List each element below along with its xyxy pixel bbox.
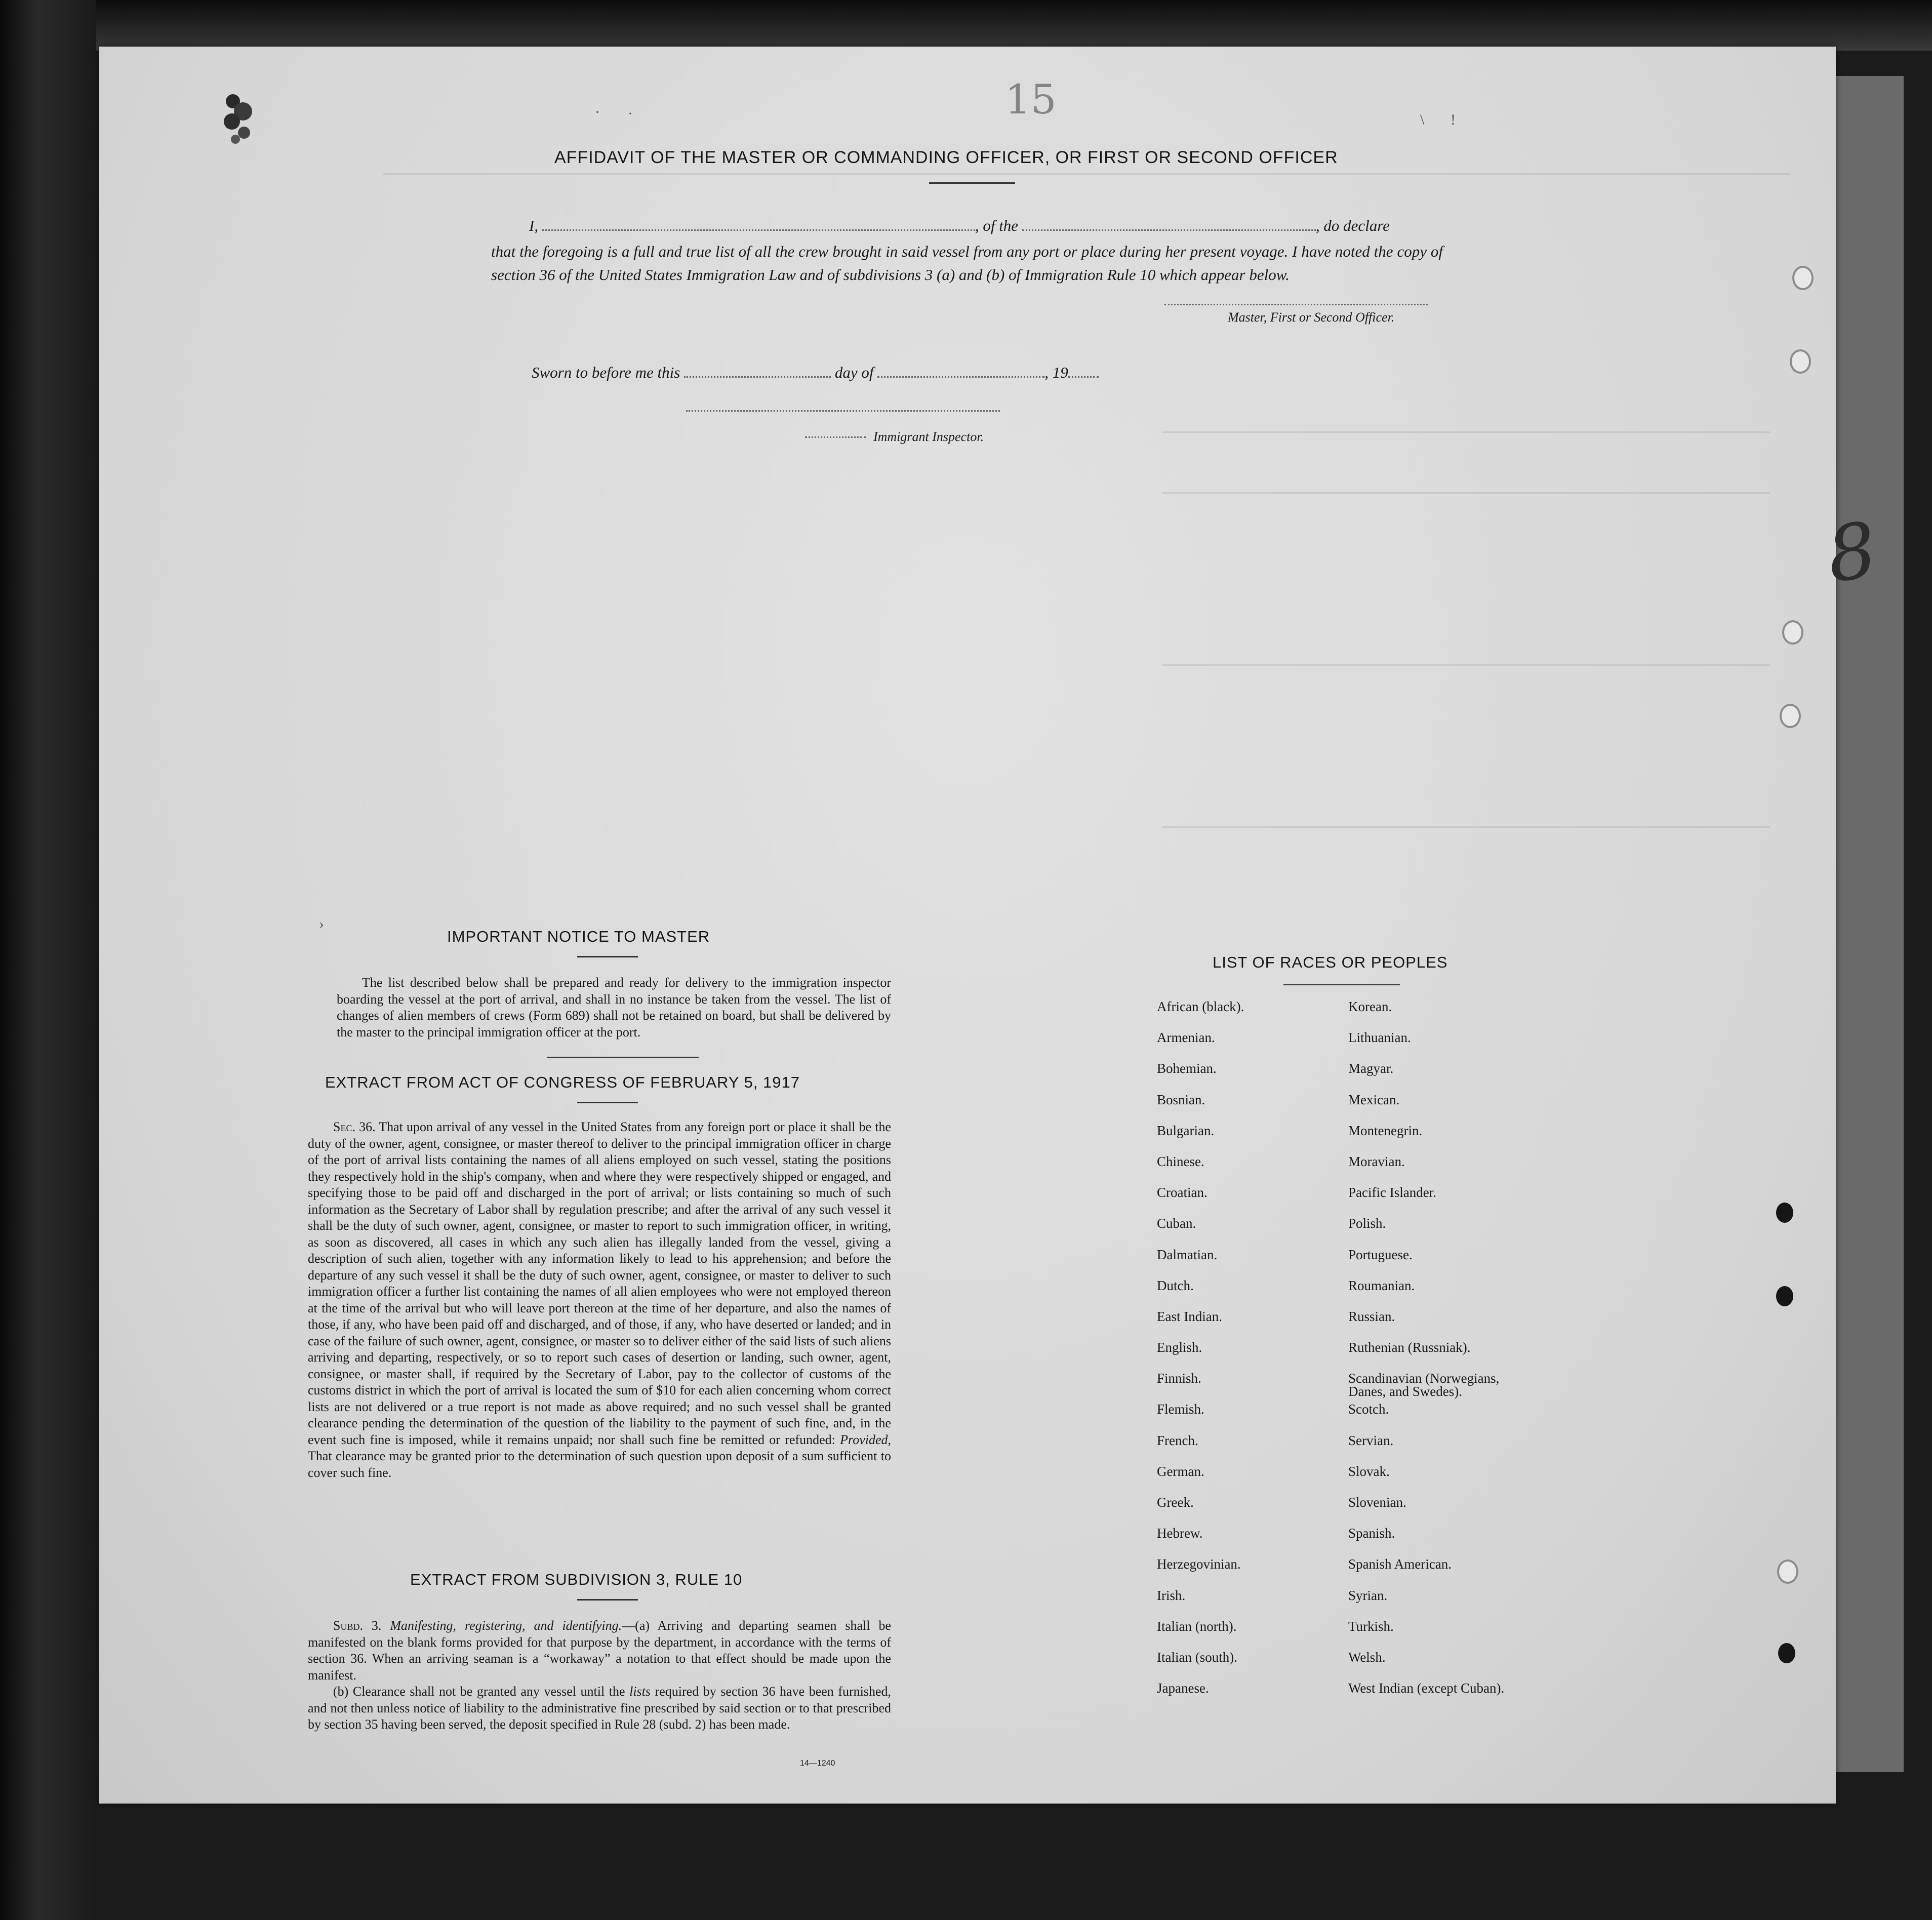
race-row	[1157, 1341, 1562, 1372]
race-row	[1157, 1465, 1562, 1496]
race-row	[1157, 1310, 1562, 1341]
race-name: West Indian (except Cuban).	[1348, 1681, 1505, 1696]
race-name: English.	[1157, 1340, 1202, 1355]
inspector-signature-field-lead[interactable]	[805, 436, 866, 438]
bleed-through-line	[1162, 492, 1770, 494]
ink-stamp-mark	[213, 86, 263, 152]
subd-para-b-start: (b) Clearance shall not be granted any vessel until the	[333, 1684, 625, 1699]
race-row	[1157, 1031, 1562, 1062]
race-row	[1157, 1279, 1562, 1310]
stray-mark: ·	[628, 105, 633, 122]
race-name: Flemish.	[1157, 1402, 1204, 1417]
race-name: Spanish.	[1348, 1526, 1395, 1541]
race-row	[1157, 1620, 1562, 1651]
race-name: Ruthenian (Russniak).	[1348, 1340, 1471, 1355]
race-row	[1157, 1155, 1562, 1186]
bleed-through-line	[383, 173, 1790, 175]
pencil-number: 15	[1005, 76, 1057, 123]
declarant-line	[529, 217, 1390, 235]
race-row	[1157, 1403, 1562, 1433]
race-name: Slovak.	[1348, 1463, 1390, 1479]
rule-extract-title: EXTRACT FROM SUBDIVISION 3, RULE 10	[410, 1571, 743, 1588]
race-name: Lithuanian.	[1348, 1030, 1411, 1046]
race-name: Armenian.	[1157, 1030, 1215, 1046]
race-row	[1157, 1434, 1562, 1465]
rule-extract-text	[308, 1618, 891, 1733]
race-row	[1157, 1589, 1562, 1620]
race-row	[1157, 1000, 1562, 1031]
stray-mark: \	[1420, 111, 1425, 128]
sworn-label: Sworn to before me this	[532, 364, 680, 381]
races-list	[1157, 1000, 1562, 1712]
races-title: LIST OF RACES OR PEOPLES	[1213, 953, 1448, 971]
race-name: Portuguese.	[1348, 1247, 1413, 1262]
lists-emphasis: lists	[629, 1684, 651, 1699]
declarant-i-label: I,	[529, 217, 539, 234]
punch-hole	[1777, 1559, 1798, 1584]
race-name: Russian.	[1348, 1308, 1395, 1324]
sec-36-text: That upon arrival of any vessel in the United States from any foreign port or place it shall be the duty of the owner, agent, consignee, or master thereof to deliver to the principal immigration officer in charge of the port of arrival lists containing the names of all aliens employed on such vessel, stating the positions they respectively hold in the ship's company, when and where they were respectively shipped or engaged, and specifying those to be paid off and discharged in the port of arrival; or lists containing so much of such information as the Secretary of Labor shall by regulation prescribe; and after the arrival of any such vessel it shall be the duty of such owner, agent, consignee, or master to report to such immigration officer, in writing, as soon as discovered, all cases in which any such alien has illegally landed from the vessel, giving a description of such alien, together with any information likely to lead to his apprehension; and before the departure of any such vessel it shall be the duty of such owner, agent, consignee, or master to deliver to such immigration officer a further list containing the names of all alien employees who were not employed thereon at the time of the arrival but who will leave port thereon at the time of her departure, and also the names of those, if any, who have been paid off and discharged, and of those, if any, who have deserted or landed; and in case of the failure of such owner, agent, consignee, or master so to deliver either of the said lists of such aliens arriving and departing, respectively, or so to report such cases of desertion or landing, such owner, agent, consignee, or master shall, if required by the Secretary of Labor, pay to the collector of customs of the customs district in which the port of arrival is located the sum of $10 for each alien concerning whom correct lists are not delivered or a true report is not made as above required; and no such vessel shall be granted clearance pending the determination of the question of the liability to the payment of such fine, and, in the event such fine is imposed, while it remains unpaid; nor shall such fine be remitted or refunded:	[308, 1119, 892, 1447]
race-row	[1157, 1557, 1562, 1588]
handwritten-margin-mark: 8	[1822, 506, 1882, 600]
race-row	[1157, 1682, 1562, 1712]
race-name: Hebrew.	[1157, 1526, 1203, 1541]
race-name: Pacific Islander.	[1348, 1185, 1436, 1201]
race-name: Syrian.	[1348, 1587, 1388, 1603]
punch-hole	[1792, 266, 1814, 290]
inspector-label: Immigrant Inspector.	[873, 429, 984, 444]
race-name: Chinese.	[1157, 1153, 1204, 1169]
punch-hole	[1780, 704, 1801, 728]
race-name: Servian.	[1348, 1432, 1394, 1448]
punch-hole	[1782, 620, 1803, 645]
film-border-left	[0, 0, 96, 1920]
race-row	[1157, 1186, 1562, 1217]
subd-heading: Manifesting, registering, and identifying.	[390, 1618, 622, 1633]
stray-mark: ·	[595, 104, 600, 121]
film-border-top	[0, 0, 1932, 51]
race-name: Japanese.	[1157, 1681, 1209, 1696]
act-extract-title: EXTRACT FROM ACT OF CONGRESS OF FEBRUARY 5, 1917	[325, 1073, 800, 1091]
punch-hole	[1776, 1203, 1793, 1223]
notice-text	[337, 975, 891, 1041]
race-name: Spanish American.	[1348, 1556, 1452, 1572]
sec-36-label: Sec. 36.	[333, 1119, 376, 1134]
affidavit-title: AFFIDAVIT OF THE MASTER OR COMMANDING OFFICER, OR FIRST OR SECOND OFFICER	[554, 148, 1338, 167]
stray-mark: !	[1451, 111, 1456, 128]
race-row	[1157, 1093, 1562, 1124]
race-name: French.	[1157, 1432, 1198, 1448]
year-label: , 19	[1044, 364, 1068, 381]
master-signature-field[interactable]	[1164, 304, 1428, 305]
race-name: Korean.	[1348, 999, 1392, 1014]
race-name: Irish.	[1157, 1587, 1186, 1603]
rule-rule	[577, 1599, 638, 1601]
subd-3-paragraph-a	[308, 1618, 891, 1684]
race-row	[1157, 1372, 1562, 1403]
race-name: Welsh.	[1348, 1649, 1386, 1665]
race-name: East Indian.	[1157, 1308, 1222, 1324]
race-name: German.	[1157, 1463, 1204, 1479]
race-name: Roumanian.	[1348, 1277, 1415, 1293]
sworn-day-field[interactable]	[684, 376, 831, 378]
inspector-signature-field[interactable]	[686, 410, 1000, 412]
section-divider	[547, 1057, 699, 1058]
stray-mark: ›	[319, 915, 324, 932]
race-name: Greek.	[1157, 1495, 1194, 1510]
race-name: Cuban.	[1157, 1216, 1196, 1231]
race-name: Finnish.	[1157, 1371, 1201, 1386]
of-the-label: , of the	[975, 217, 1019, 234]
race-row	[1157, 1527, 1562, 1557]
race-name: Croatian.	[1157, 1185, 1208, 1201]
vessel-name-field[interactable]	[1022, 229, 1316, 231]
race-name: Polish.	[1348, 1216, 1386, 1231]
master-signature-label: Master, First or Second Officer.	[1228, 310, 1395, 325]
bleed-through-line	[1162, 431, 1770, 433]
notice-title: IMPORTANT NOTICE TO MASTER	[447, 928, 710, 945]
act-extract-text	[308, 1119, 891, 1481]
race-row	[1157, 1124, 1562, 1155]
race-name: Bulgarian.	[1157, 1123, 1215, 1138]
race-name: Turkish.	[1348, 1618, 1394, 1634]
race-row	[1157, 1217, 1562, 1248]
sworn-month-field[interactable]	[877, 376, 1044, 378]
subd-para-b-rest: required by section 36 have been furnished, and not then unless notice of liability to the administrative fine prescribed by said section or to that prescribed by section 35 having been served, the deposit specified in Rule 28 (subd. 2) has been made.	[308, 1684, 892, 1732]
race-name: Dutch.	[1157, 1277, 1194, 1293]
subd-3-paragraph-b	[308, 1684, 891, 1733]
provided-label: Provided,	[840, 1432, 891, 1447]
affidavit-statement: that the foregoing is a full and true list of all the crew brought in said vessel from any port or place during her present voyage. I have noted the copy of section 36 of the United States Immigration Law and of subdivisions 3 (a) and (b) of Immigration Rule 10 which appear below.	[491, 243, 1443, 284]
race-row	[1157, 1496, 1562, 1527]
race-name: Moravian.	[1348, 1153, 1405, 1169]
race-name: Montenegrin.	[1348, 1123, 1423, 1138]
race-name: Scandinavian (Norwegians, Danes, and Swedes).	[1348, 1371, 1500, 1399]
race-name: Italian (north).	[1157, 1618, 1237, 1634]
title-rule	[929, 182, 1015, 184]
bleed-through-line	[1162, 664, 1770, 666]
day-of-label: day of	[834, 364, 874, 381]
section-36-paragraph	[308, 1119, 891, 1481]
declare-label: , do declare	[1315, 217, 1390, 234]
race-name: Herzegovinian.	[1157, 1556, 1241, 1572]
bleed-through-line	[1162, 826, 1770, 828]
sworn-year-field[interactable]	[1068, 376, 1099, 378]
sworn-line	[532, 364, 1099, 382]
notice-rule	[577, 956, 638, 957]
race-row	[1157, 1062, 1562, 1093]
subd-para-a: —(a) Arriving and departing seamen shall be manifested on the blank forms provided for that purpose by the department, in accordance with the terms of section 36. When an arriving seaman is a “workaway” a notation to that effect should be made upon the manifest.	[308, 1618, 891, 1683]
punch-hole	[1790, 349, 1811, 374]
race-name: Mexican.	[1348, 1092, 1400, 1107]
form-number: 14—1240	[800, 1759, 835, 1768]
race-name: Bosnian.	[1157, 1092, 1205, 1107]
declarant-name-field[interactable]	[542, 229, 975, 231]
race-name: Scotch.	[1348, 1402, 1389, 1417]
race-row	[1157, 1248, 1562, 1279]
notice-paragraph: The list described below shall be prepared and ready for delivery to the immigration inspector boarding the vessel at the port of arrival, and shall in no instance be taken from the vessel. The list of changes of alien members of crews (Form 689) shall not be retained on board, but shall be delivered by the master to the principal immigration officer at the port.	[337, 975, 891, 1039]
sec-36-text-end: That clearance may be granted prior to the determination of such question upon deposit of a sum sufficient to cover such fine.	[308, 1449, 891, 1480]
race-name: African (black).	[1157, 999, 1244, 1014]
act-rule	[577, 1102, 638, 1103]
race-name: Bohemian.	[1157, 1061, 1217, 1076]
race-name: Slovenian.	[1348, 1495, 1406, 1510]
punch-hole	[1776, 1286, 1793, 1306]
races-rule	[1283, 984, 1400, 985]
document-page	[99, 47, 1836, 1804]
race-name: Dalmatian.	[1157, 1247, 1218, 1262]
subd-label: Subd. 3.	[333, 1618, 382, 1633]
race-row	[1157, 1651, 1562, 1682]
punch-hole	[1778, 1643, 1795, 1663]
race-name: Italian (south).	[1157, 1649, 1237, 1665]
race-name: Magyar.	[1348, 1061, 1394, 1076]
